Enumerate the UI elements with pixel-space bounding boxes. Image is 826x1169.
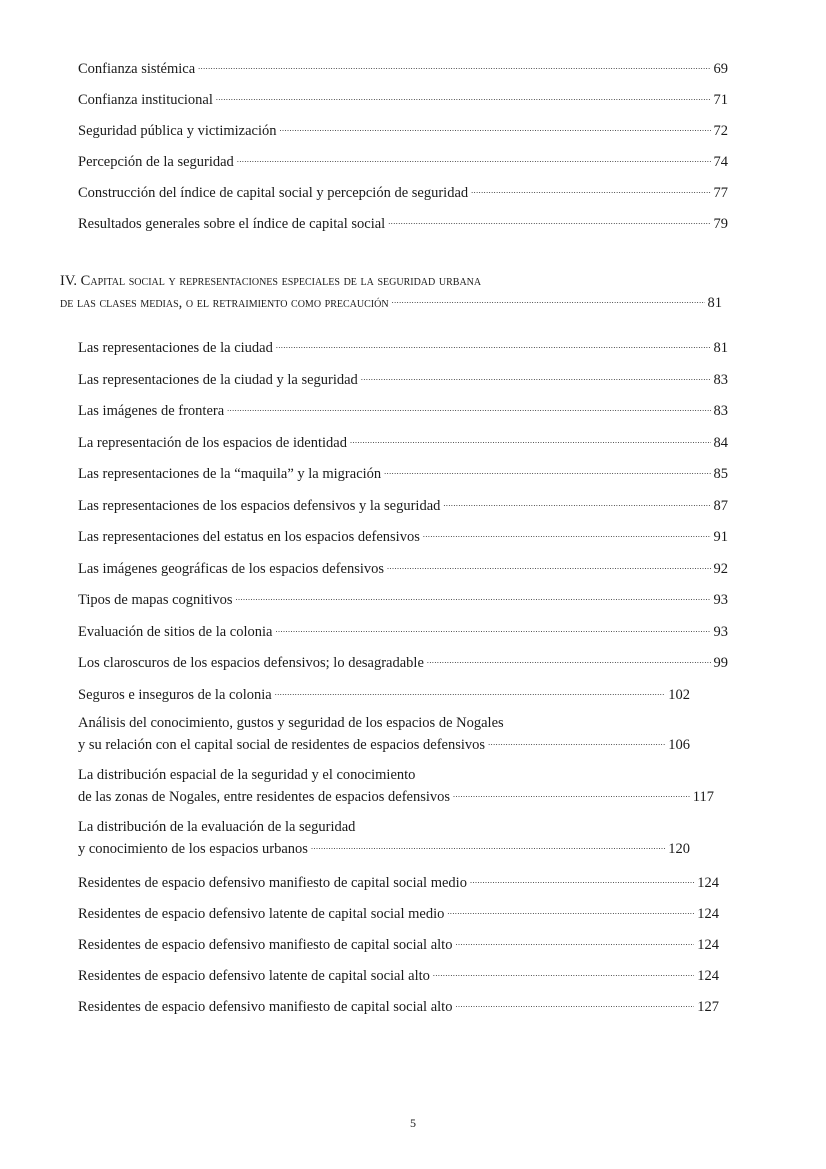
toc-entry-page: 71 [713,92,728,108]
toc-entry-title: Seguridad pública y victimización [78,123,277,139]
toc-leader-dots [455,995,694,1014]
toc-leader-dots [227,399,710,418]
toc-leader-dots [427,651,711,670]
toc-leader-dots [471,181,710,200]
toc-entry-title: Residentes de espacio defensivo manifiesto de capital social alto [78,937,453,953]
toc-entry[interactable] [78,560,728,579]
toc-entry-page: 124 [697,968,719,984]
toc-entry-page: 85 [713,466,728,482]
toc-entry-title: Resultados generales sobre el índice de capital social [78,216,386,232]
toc-leader-dots [443,494,710,513]
toc-entry[interactable] [78,936,719,955]
toc-leader-dots [275,683,666,702]
toc-entry[interactable] [78,60,728,79]
toc-entry[interactable] [78,623,728,642]
toc-entry-title: Las representaciones de la ciudad y la seguridad [78,371,358,388]
toc-leader-dots [453,785,690,804]
toc-entry-title: Los claroscuros de los espacios defensivos; lo desagradable [78,655,424,671]
toc-entry[interactable] [78,998,719,1017]
toc-entry[interactable] [78,905,719,924]
toc-leader-dots [384,462,710,481]
chapter-title-continuation: de las clases medias, o el retraimiento como precaución [60,295,389,311]
toc-entry-title: Las imágenes de frontera [78,403,225,419]
chapter-title-line-2 [60,294,722,313]
toc-entry-page: 83 [713,403,728,419]
toc-entry-title-line-2: y conocimiento de los espacios urbanos [78,841,308,857]
toc-entry-page: 102 [668,686,690,703]
toc-entry[interactable] [78,686,690,705]
toc-entry-title: Confianza institucional [78,92,213,108]
toc-entry-title: Residentes de espacio defensivo manifiesto de capital social medio [78,875,467,891]
toc-entry[interactable] [78,434,728,453]
toc-section-main [78,339,728,705]
toc-entry-title: Las representaciones de la “maquila” y la migración [78,466,382,482]
toc-chapter-heading[interactable] [60,272,722,313]
toc-leader-dots [280,119,711,138]
toc-entry-line-2 [78,788,714,807]
toc-entry-page: 74 [713,154,728,170]
toc-entry-title: Seguros e inseguros de la colonia [78,686,272,703]
toc-entry-title: Construcción del índice de capital social y percepción de seguridad [78,185,469,201]
toc-entry-page: 77 [713,185,728,201]
toc-section-top [78,60,728,234]
toc-entry-line-2 [78,736,690,755]
toc-leader-dots [447,902,694,921]
toc-entry-title: Las representaciones de la ciudad [78,340,273,356]
toc-entry[interactable] [78,874,719,893]
toc-entry[interactable] [78,91,728,110]
toc-leader-dots [388,212,710,231]
toc-entry-page: 84 [713,434,728,451]
toc-entry-page: 83 [713,371,728,388]
toc-entry[interactable] [78,402,728,421]
toc-entry-page: 69 [713,61,728,77]
toc-entry[interactable] [78,465,728,484]
toc-entry[interactable] [78,497,728,516]
toc-entry-page: 99 [713,655,728,671]
toc-entry-line-2 [78,840,690,859]
toc-entry[interactable] [78,528,728,547]
toc-section-multiline [78,714,714,859]
toc-entry-title: Confianza sistémica [78,61,196,77]
toc-leader-dots [488,733,665,752]
toc-entry-page: 81 [713,340,728,356]
toc-entry[interactable] [78,967,719,986]
toc-leader-dots [198,57,710,76]
toc-entry[interactable] [78,339,728,358]
chapter-title-rest: apital social y representaciones especiales de la seguridad urbana [90,273,482,289]
toc-entry[interactable] [78,215,728,234]
toc-entry-multiline[interactable] [78,766,714,807]
page-number: 5 [410,1116,416,1130]
toc-leader-dots [423,525,711,544]
toc-entry-title: Tipos de mapas cognitivos [78,592,233,608]
toc-entry-title: La representación de los espacios de identidad [78,434,347,451]
toc-entry-title: Residentes de espacio defensivo manifiesto de capital social alto [78,999,453,1015]
toc-section-bottom [78,874,719,1017]
toc-entry[interactable] [78,654,728,673]
toc-entry[interactable] [78,591,728,610]
toc-entry-page: 124 [697,937,719,953]
toc-leader-dots [311,837,665,856]
toc-entry-page: 106 [668,737,690,753]
toc-entry[interactable] [78,122,728,141]
toc-entry[interactable] [78,153,728,172]
toc-entry-page: 124 [697,875,719,891]
chapter-title-line-1 [60,272,722,291]
toc-entry-page: 124 [697,906,719,922]
toc-leader-dots [236,588,711,607]
toc-entry-title-line-2: de las zonas de Nogales, entre residentes de espacios defensivos [78,789,451,805]
toc-entry-title-line-1: Análisis del conocimiento, gustos y seguridad de los espacios de Nogales [78,715,504,731]
toc-entry-title: Percepción de la seguridad [78,154,234,170]
toc-entry-title: Residentes de espacio defensivo latente de capital social alto [78,968,430,984]
toc-entry-multiline[interactable] [78,818,690,859]
toc-leader-dots [387,557,710,576]
toc-entry[interactable] [78,184,728,203]
toc-entry-title: Las imágenes geográficas de los espacios defensivos [78,560,385,577]
toc-leader-dots [350,431,711,450]
toc-entry-page: 93 [713,592,728,608]
toc-entry-title-line-1: La distribución espacial de la seguridad y el conocimiento [78,767,416,783]
toc-entry-title: Residentes de espacio defensivo latente de capital social medio [78,906,445,922]
toc-entry-title: Las representaciones del estatus en los espacios defensivos [78,529,420,545]
chapter-page: 81 [707,295,722,311]
chapter-number: IV. C [60,273,91,289]
toc-entry-page: 87 [713,497,728,514]
toc-entry-page: 72 [713,123,728,139]
toc-entry-page: 120 [668,841,690,857]
toc-leader-dots [455,933,694,952]
toc-entry-page: 127 [697,999,719,1015]
toc-leader-dots [216,88,711,107]
toc-entry-multiline[interactable] [78,714,690,755]
toc-entry-title-line-1: La distribución de la evaluación de la seguridad [78,819,356,835]
toc-leader-dots [392,291,705,310]
toc-entry-page: 93 [713,623,728,640]
toc-entry-page: 92 [713,560,728,577]
toc-entry-title: Evaluación de sitios de la colonia [78,623,273,640]
toc-entry-page: 79 [713,216,728,232]
toc-leader-dots [361,368,711,387]
toc-leader-dots [433,964,694,983]
toc-leader-dots [276,336,711,355]
toc-entry-page: 91 [713,529,728,545]
toc-leader-dots [470,871,694,890]
toc-entry-title-line-2: y su relación con el capital social de residentes de espacios defensivos [78,737,486,753]
toc-leader-dots [237,150,711,169]
toc-entry[interactable] [78,371,728,390]
toc-leader-dots [275,620,710,639]
toc-entry-title: Las representaciones de los espacios defensivos y la seguridad [78,497,441,514]
toc-entry-page: 117 [692,789,714,805]
